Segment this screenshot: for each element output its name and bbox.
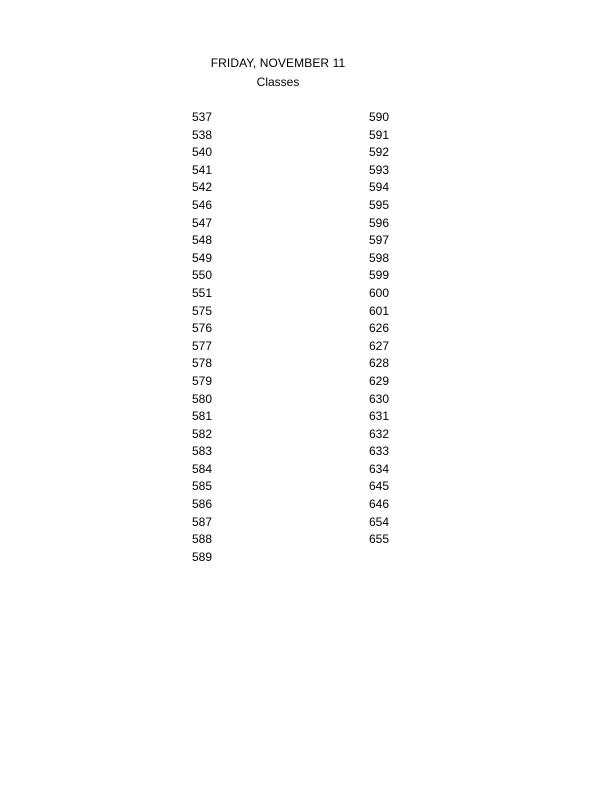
class-number: 580: [192, 391, 213, 406]
page-subtitle: Classes: [256, 75, 300, 89]
class-number: 548: [192, 233, 213, 248]
class-number: 628: [369, 356, 390, 371]
class-number: 588: [192, 532, 213, 547]
class-number: 646: [369, 497, 390, 512]
class-number: 551: [192, 285, 213, 300]
class-number: 645: [369, 479, 390, 494]
class-number: 541: [192, 162, 213, 177]
class-number: 576: [192, 321, 213, 336]
class-number: 591: [369, 127, 390, 142]
class-number: 590: [369, 110, 390, 124]
class-number: 597: [369, 233, 390, 248]
class-number: 630: [369, 391, 390, 406]
class-number: 594: [369, 180, 390, 195]
class-number: 579: [192, 373, 213, 388]
page-title: FRIDAY, NOVEMBER 11: [210, 56, 346, 70]
class-number: 595: [369, 197, 390, 212]
class-number: 587: [192, 514, 213, 529]
class-number: 581: [192, 409, 213, 424]
class-number: 537: [192, 110, 213, 124]
class-number: 596: [369, 215, 390, 230]
class-number: 626: [369, 321, 390, 336]
class-number: 585: [192, 479, 213, 494]
class-number: 592: [369, 145, 390, 160]
class-list-right: [369, 109, 389, 549]
class-number: 575: [192, 303, 213, 318]
class-number: 542: [192, 180, 213, 195]
class-number: 633: [369, 444, 390, 459]
class-number: 589: [192, 549, 213, 564]
class-number: 655: [369, 532, 390, 547]
class-number: 578: [192, 356, 213, 371]
class-number: 631: [369, 409, 390, 424]
class-number: 538: [192, 127, 213, 142]
class-number: 546: [192, 197, 213, 212]
class-number: 634: [369, 461, 390, 476]
class-number: 593: [369, 162, 390, 177]
class-list-left: [192, 109, 212, 566]
class-number: 540: [192, 145, 213, 160]
class-number: 584: [192, 461, 213, 476]
class-number: 577: [192, 338, 213, 353]
class-number: 600: [369, 285, 390, 300]
class-number: 583: [192, 444, 213, 459]
class-number: 599: [369, 268, 390, 283]
class-number: 549: [192, 250, 213, 265]
class-number: 586: [192, 497, 213, 512]
class-number: 632: [369, 426, 390, 441]
class-number: 629: [369, 373, 390, 388]
class-number: 654: [369, 514, 390, 529]
class-number: 582: [192, 426, 213, 441]
class-number: 627: [369, 338, 390, 353]
class-number: 601: [369, 303, 390, 318]
class-number: 550: [192, 268, 213, 283]
class-number: 598: [369, 250, 390, 265]
class-number: 547: [192, 215, 213, 230]
